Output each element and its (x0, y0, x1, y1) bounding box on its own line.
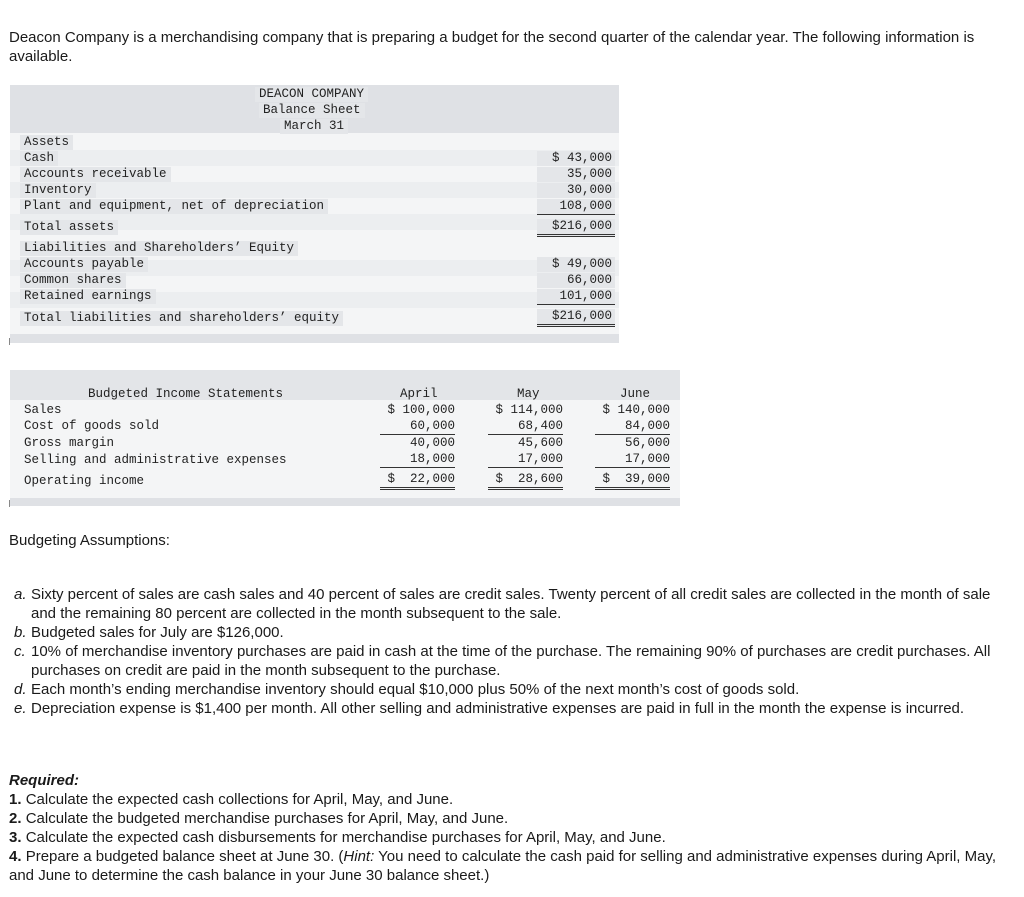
income-value: $ 114,000 (495, 403, 563, 417)
income-value: 56,000 (624, 436, 670, 450)
income-value: $ 22,000 (380, 472, 455, 490)
required-number: 3. (9, 829, 22, 846)
liability-value: $ 49,000 (537, 257, 615, 272)
income-row-label: Gross margin (24, 436, 115, 450)
company-name: DEACON COMPANY (255, 87, 368, 102)
assumptions-heading: Budgeting Assumptions: (9, 532, 170, 549)
intro-paragraph: Deacon Company is a merchandising company that is preparing a budget for the second quarter of the calendar year. The following information is available. (9, 29, 975, 65)
required-text: Calculate the expected cash collections for April, May, and June. (25, 791, 454, 808)
total-liabilities-value: $216,000 (537, 309, 615, 327)
asset-value: $ 43,000 (537, 151, 615, 166)
assumption-item (14, 680, 1004, 699)
income-title: Budgeted Income Statements (88, 387, 284, 401)
liability-value: 101,000 (537, 289, 615, 305)
income-value: 17,000 (488, 452, 563, 468)
divider-tick (9, 500, 10, 507)
required-section (9, 771, 999, 885)
income-row-label: Sales (24, 403, 62, 417)
required-number: 4. (9, 848, 22, 865)
assumption-text: 10% of merchandise inventory purchases are paid in cash at the time of the purchase. The remaining 90% of purchases are credit purchases. All purchases on credit are paid in the month subsequent to the purchase. (31, 643, 991, 679)
income-value: $ 39,000 (595, 472, 670, 490)
asset-value: 108,000 (537, 199, 615, 215)
income-value: 60,000 (380, 419, 455, 435)
asset-value: 30,000 (537, 183, 615, 198)
required-text: You need to calculate the cash paid for selling and administrative expenses during April, May, and June to determine the cash balance in your June 30 balance sheet.) (9, 848, 997, 884)
assumption-label: a. (14, 586, 27, 603)
income-value: 45,600 (517, 436, 563, 450)
required-item (9, 809, 999, 828)
required-item (9, 847, 999, 885)
assumptions-list (14, 585, 1004, 718)
income-row-label: Operating income (24, 474, 145, 488)
total-assets-value: $216,000 (537, 219, 615, 237)
required-text: Calculate the expected cash disbursements for merchandise purchases for April, May, and June. (25, 829, 666, 846)
assumption-item (14, 642, 1004, 680)
assumption-label: d. (14, 681, 27, 698)
income-value: $ 28,600 (488, 472, 563, 490)
required-number: 2. (9, 810, 22, 827)
income-statements-footer (10, 498, 680, 506)
month-header: June (620, 387, 651, 401)
assumption-text: Depreciation expense is $1,400 per month. All other selling and administrative expenses are paid in full in the month the expense is incurred. (31, 700, 965, 717)
income-statements (10, 370, 680, 506)
income-value: 84,000 (595, 419, 670, 435)
required-title: Required: (9, 772, 80, 789)
income-value: 40,000 (409, 436, 455, 450)
assumption-item (14, 623, 1004, 642)
total-liabilities-label: Total liabilities and shareholders’ equity (20, 311, 343, 326)
asset-label: Accounts receivable (20, 167, 171, 182)
divider-tick (9, 338, 10, 345)
income-row-label: Cost of goods sold (24, 419, 160, 433)
required-text: Calculate the budgeted merchandise purchases for April, May, and June. (25, 810, 509, 827)
total-assets-label: Total assets (20, 220, 118, 235)
income-value: 68,400 (488, 419, 563, 435)
income-row-label: Selling and administrative expenses (24, 453, 287, 467)
required-item (9, 790, 999, 809)
liability-value: 66,000 (537, 273, 615, 288)
statement-date: March 31 (280, 119, 348, 134)
asset-label: Inventory (20, 183, 96, 198)
asset-value: 35,000 (537, 167, 615, 182)
income-value: $ 140,000 (602, 403, 670, 417)
required-text: Prepare a budgeted balance sheet at June 30. ( (25, 848, 344, 865)
assumption-label: b. (14, 624, 27, 641)
assumption-text: Each month’s ending merchandise inventory should equal $10,000 plus 50% of the next month’s cost of goods sold. (31, 681, 800, 698)
month-header: May (517, 387, 540, 401)
income-value: 17,000 (595, 452, 670, 468)
assumption-item (14, 699, 1004, 718)
assumption-label: c. (14, 643, 26, 660)
assumption-text: Sixty percent of sales are cash sales and 40 percent of sales are credit sales. Twenty percent of all credit sales are collected in the month of sale and the remaining 80 percent are collected in the month subsequent to the sale. (31, 586, 991, 622)
asset-label: Cash (20, 151, 58, 166)
asset-label: Plant and equipment, net of depreciation (20, 199, 328, 214)
statement-title: Balance Sheet (259, 103, 365, 118)
liabilities-heading: Liabilities and Shareholders’ Equity (20, 241, 298, 256)
required-item (9, 828, 999, 847)
income-value: 18,000 (380, 452, 455, 468)
assumption-item (14, 585, 1004, 623)
required-number: 1. (9, 791, 22, 808)
assets-heading: Assets (20, 135, 73, 150)
liability-label: Accounts payable (20, 257, 148, 272)
liability-label: Retained earnings (20, 289, 156, 304)
balance-sheet (10, 85, 619, 343)
assumption-label: e. (14, 700, 27, 717)
income-value: $ 100,000 (387, 403, 455, 417)
assumption-text: Budgeted sales for July are $126,000. (31, 624, 284, 641)
balance-sheet-footer (10, 334, 619, 343)
hint-label: Hint: (343, 848, 375, 865)
liability-label: Common shares (20, 273, 126, 288)
month-header: April (400, 387, 438, 401)
